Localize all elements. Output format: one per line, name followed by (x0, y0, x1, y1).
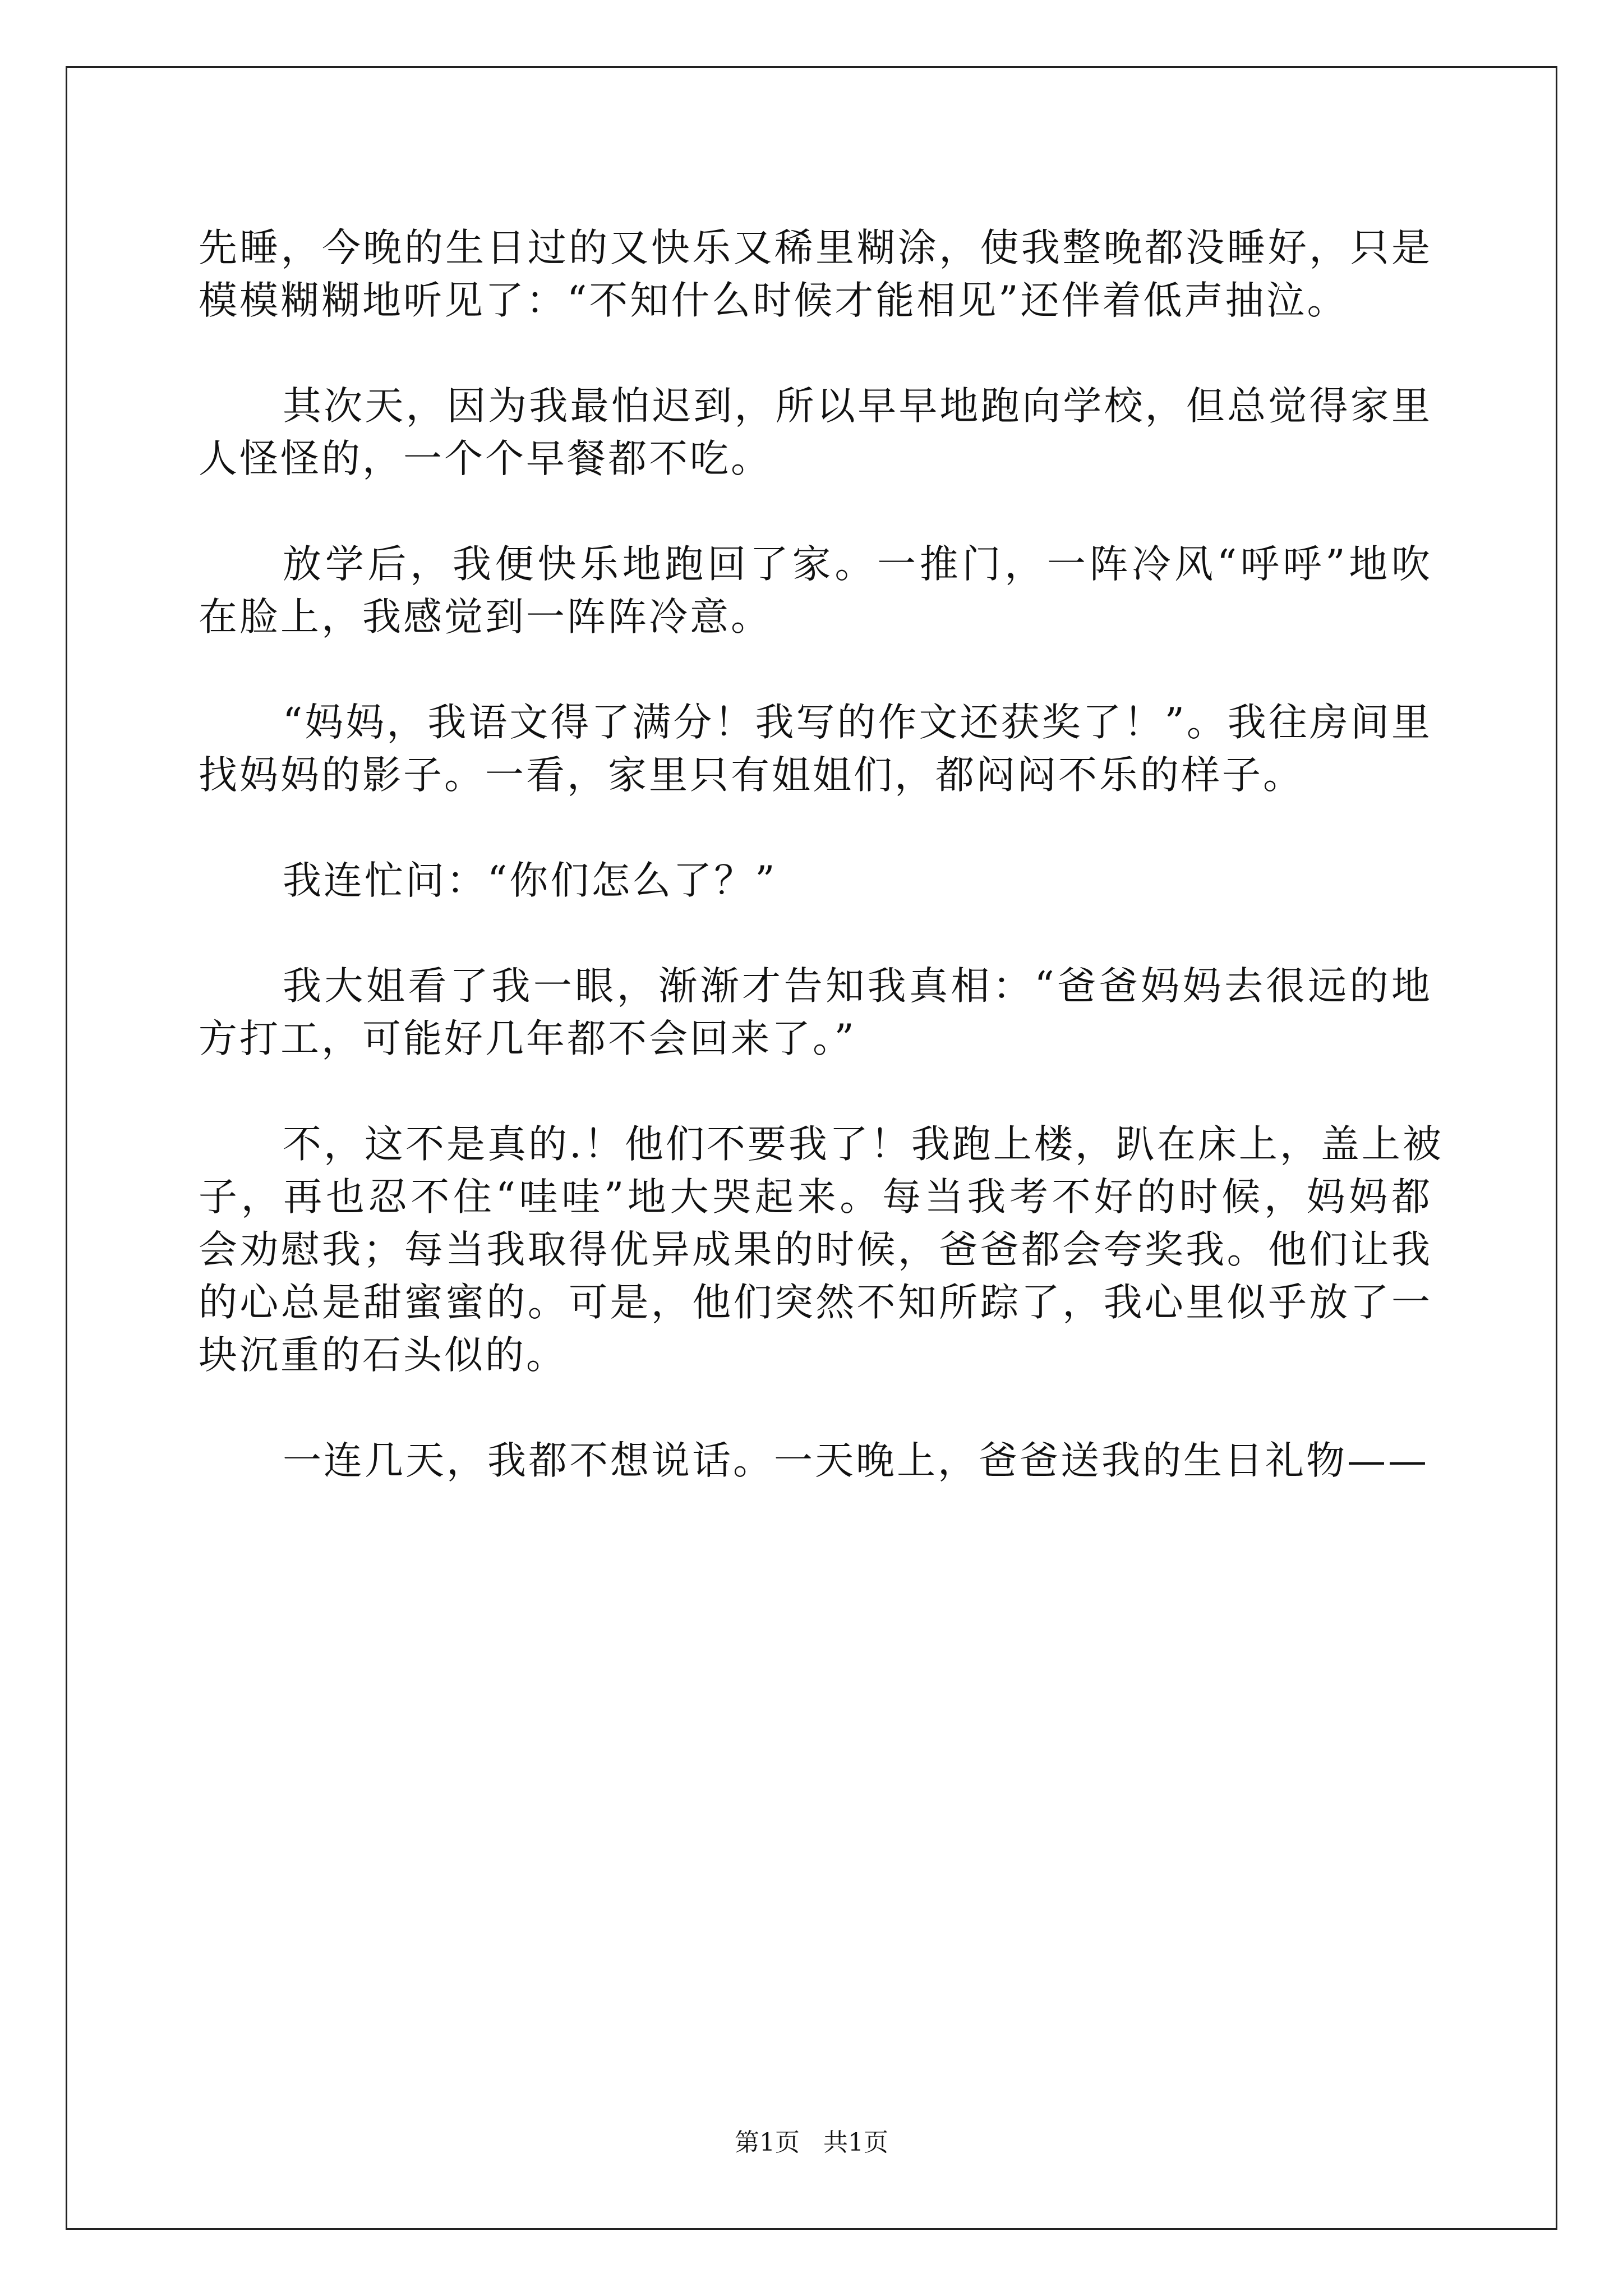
paragraph (199, 380, 1432, 485)
paragraph (199, 1118, 1444, 1382)
text-line: 会劝慰我；每当我取得优异成果的时候，爸爸都会夸奖我。他们让我 (199, 1227, 1432, 1272)
paragraph (199, 1434, 1432, 1487)
paragraph (199, 696, 1432, 802)
page-number: 第1页 (735, 2128, 800, 2157)
text-line: 不，这不是真的.！他们不要我了！我跑上楼，趴在床上，盖上被 (283, 1122, 1444, 1167)
page-footer (0, 2127, 1623, 2159)
paragraph (199, 222, 1432, 327)
text-line: 其次天，因为我最怕迟到，所以早早地跑向学校，但总觉得家里 (283, 384, 1432, 429)
text-line: 方打工，可能好几年都不会回来了。” (199, 1016, 856, 1061)
text-line: “妈妈，我语文得了满分！我写的作文还获奖了！”。我往房间里 (283, 700, 1432, 745)
text-line: 我大姐看了我一眼，渐渐才告知我真相：“爸爸妈妈去很远的地 (283, 964, 1432, 1009)
text-line: 一连几天，我都不想说话。一天晚上，爸爸送我的生日礼物—— (283, 1438, 1429, 1483)
text-line: 先睡，今晚的生日过的又快乐又稀里糊涂，使我整晚都没睡好，只是 (199, 226, 1432, 270)
text-line: 放学后，我便快乐地跑回了家。一推门，一阵冷风“呼呼”地吹 (283, 542, 1432, 587)
paragraph (199, 854, 1432, 907)
text-line: 找妈妈的影子。一看，家里只有姐姐们，都闷闷不乐的样子。 (199, 753, 1304, 798)
text-line: 我连忙问：“你们怎么了？” (283, 858, 777, 903)
document-body (199, 222, 1444, 1540)
paragraph (199, 538, 1432, 643)
total-pages: 共1页 (823, 2128, 888, 2157)
text-line: 人怪怪的，一个个早餐都不吃。 (199, 436, 772, 481)
text-line: 模模糊糊地听见了：“不知什么时候才能相见”还伴着低声抽泣。 (199, 278, 1348, 323)
text-line: 子，再也忍不住“哇哇”地大哭起来。每当我考不好的时候，妈妈都 (199, 1175, 1432, 1220)
text-line: 的心总是甜蜜蜜的。可是，他们突然不知所踪了，我心里似乎放了一 (199, 1280, 1432, 1325)
text-line: 块沉重的石头似的。 (199, 1333, 567, 1378)
paragraph (199, 960, 1432, 1065)
text-line: 在脸上，我感觉到一阵阵冷意。 (199, 595, 772, 639)
